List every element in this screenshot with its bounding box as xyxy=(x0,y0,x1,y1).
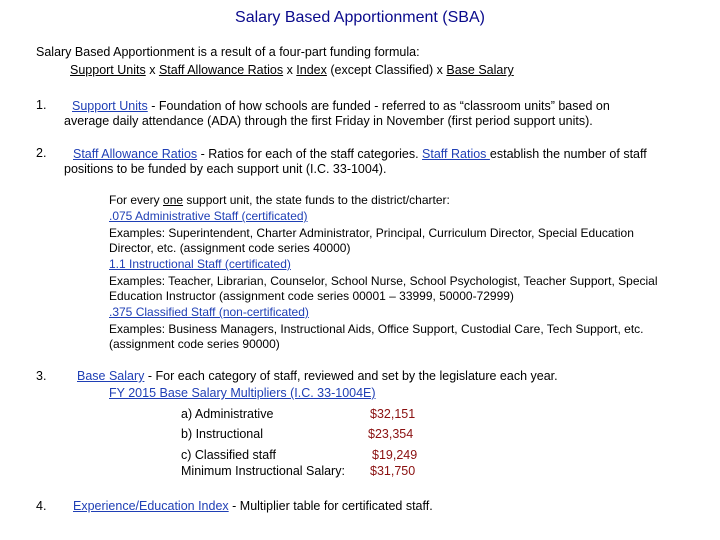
example-text: Director, etc. (assignment code series 40000) xyxy=(109,241,351,255)
formula-base-salary: Base Salary xyxy=(446,63,514,77)
lead-text: For every xyxy=(109,193,164,207)
item-number: 4. xyxy=(36,499,47,513)
item-1-description: - Foundation of how schools are funded - referred to as “classroom units” based on xyxy=(147,99,610,113)
intro-text: Salary Based Apportionment is a result of a four-part funding formula: xyxy=(36,45,420,59)
multipliers-title-link[interactable]: FY 2015 Base Salary Multipliers (I.C. 33-1004E) xyxy=(109,386,376,400)
item-2-description-end: establish the number of staff xyxy=(489,147,647,161)
item-3-description: - For each category of staff, reviewed and set by the legislature each year. xyxy=(144,369,558,383)
staff-allowance-ratios-link[interactable]: Staff Allowance Ratios xyxy=(73,147,198,161)
multiplier-label: b) Instructional xyxy=(181,427,263,441)
experience-education-index-link[interactable]: Experience/Education Index xyxy=(73,499,229,513)
example-text: Examples: Superintendent, Charter Administrator, Principal, Curriculum Director, Special Education xyxy=(109,226,634,240)
item-number: 1. xyxy=(36,98,47,112)
multiplier-label: Minimum Instructional Salary: xyxy=(181,464,345,478)
lead-one: one xyxy=(163,193,184,207)
lead-text-end: support unit, the state funds to the district/charter: xyxy=(183,193,450,207)
ratio-classified-label[interactable]: .375 Classified Staff (non-certificated) xyxy=(109,305,309,319)
multiplier-value: $19,249 xyxy=(372,448,418,462)
multiplier-value: $32,151 xyxy=(370,407,416,421)
item-number: 2. xyxy=(36,146,47,160)
item-3-line1 xyxy=(77,368,558,384)
formula-times: x xyxy=(283,63,297,77)
example-text: Examples: Teacher, Librarian, Counselor, School Nurse, School Psychologist, Teacher Support, Special xyxy=(109,274,658,288)
item-2-line1 xyxy=(73,146,647,162)
multiplier-value: $23,354 xyxy=(368,427,414,441)
example-text: (assignment code series 90000) xyxy=(109,337,280,351)
multiplier-label: c) Classified staff xyxy=(181,448,276,462)
base-salary-link[interactable]: Base Salary xyxy=(77,369,145,383)
multiplier-label: a) Administrative xyxy=(181,407,274,421)
formula-index: Index xyxy=(296,63,327,77)
ratio-administrative[interactable] xyxy=(109,209,308,225)
ratio-instructional[interactable] xyxy=(109,257,291,273)
example-text: Education Instructor (assignment code series 00001 – 33999, 50000-72999) xyxy=(109,289,514,303)
item-2-line2: positions to be funded by each support unit (I.C. 33-1004). xyxy=(64,162,387,176)
multipliers-title[interactable] xyxy=(109,385,376,401)
example-text: Examples: Business Managers, Instructional Aids, Office Support, Custodial Care, Tech Support, etc. xyxy=(109,322,644,336)
support-units-link[interactable]: Support Units xyxy=(72,99,148,113)
formula-support-units: Support Units xyxy=(70,63,146,77)
formula-staff-ratios: Staff Allowance Ratios xyxy=(158,63,284,77)
ratio-instructional-label[interactable]: 1.1 Instructional Staff (certificated) xyxy=(109,257,291,271)
multiplier-value: $31,750 xyxy=(370,464,416,478)
ratio-administrative-label[interactable]: .075 Administrative Staff (certificated) xyxy=(109,209,308,223)
item-number: 3. xyxy=(36,369,47,383)
item-4-description: - Multiplier table for certificated staff. xyxy=(228,499,433,513)
item-2-description: - Ratios for each of the staff categories. xyxy=(197,147,423,161)
staff-ratios-link[interactable]: Staff Ratios xyxy=(422,147,490,161)
support-unit-lead xyxy=(109,193,450,209)
formula xyxy=(70,62,514,78)
item-1-line2: average daily attendance (ADA) through the first Friday in November (first period support units). xyxy=(64,114,593,128)
formula-times: x xyxy=(145,63,159,77)
page-title: Salary Based Apportionment (SBA) xyxy=(235,9,485,26)
item-1-line1 xyxy=(72,98,610,114)
item-4-line1 xyxy=(73,498,433,514)
formula-except: (except Classified) x xyxy=(326,63,447,77)
ratio-classified[interactable] xyxy=(109,305,309,321)
